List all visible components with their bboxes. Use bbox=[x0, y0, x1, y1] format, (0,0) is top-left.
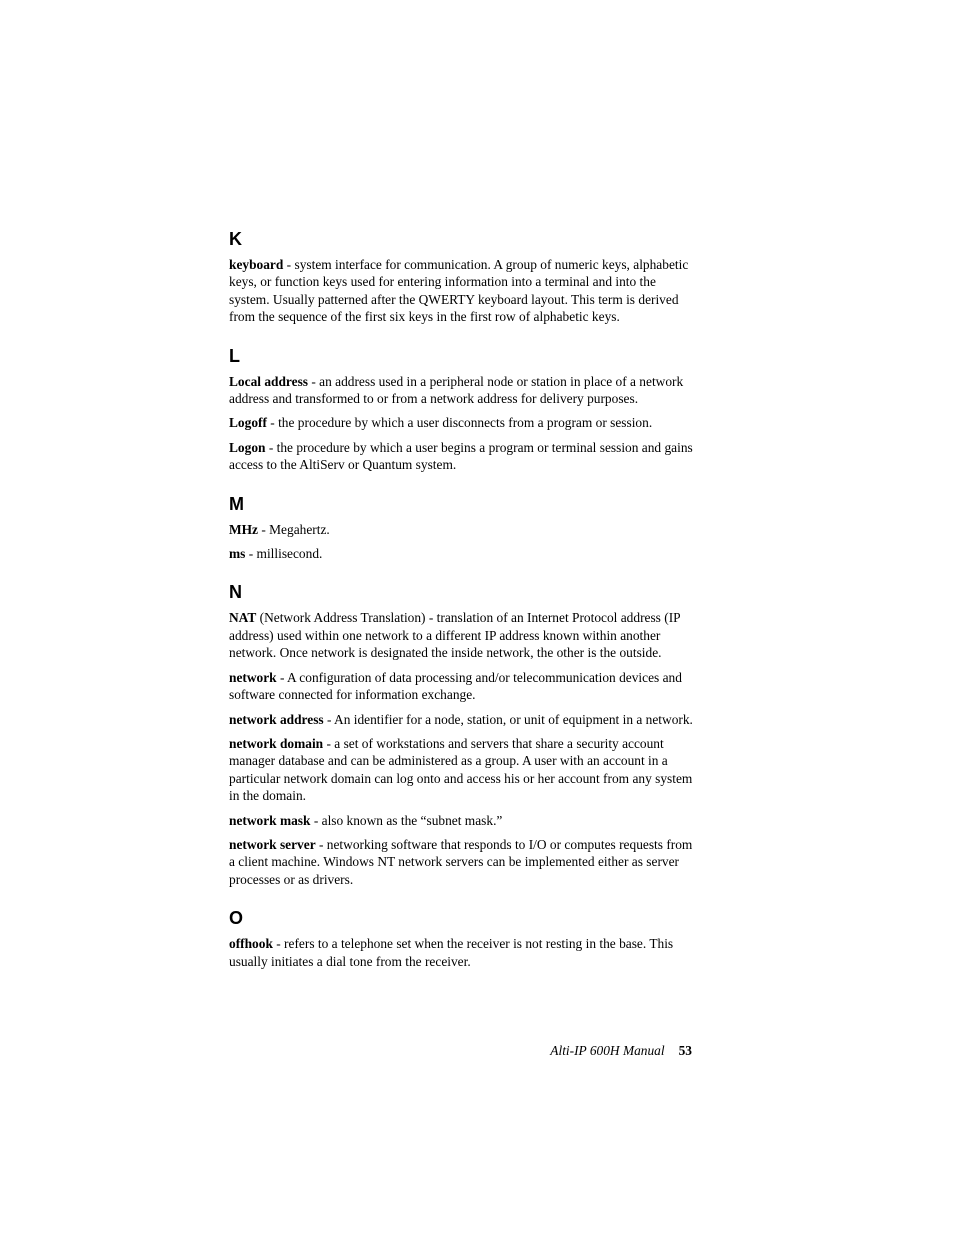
glossary-entry-keyboard bbox=[229, 256, 694, 326]
entry-term: network mask bbox=[229, 812, 311, 828]
glossary-entry-logoff bbox=[229, 414, 694, 431]
entry-term: MHz bbox=[229, 521, 258, 537]
glossary-entry-nat bbox=[229, 609, 694, 661]
section-letter: L bbox=[229, 345, 240, 366]
entry-term: network bbox=[229, 669, 277, 685]
entry-term: Local address bbox=[229, 373, 308, 389]
glossary-entry-network-mask bbox=[229, 812, 694, 829]
entry-definition: - an address used in a peripheral node or station in place of a network address and transformed to or from a network address for delivery purposes. bbox=[229, 373, 684, 407]
glossary-content bbox=[229, 228, 694, 989]
glossary-entry-network bbox=[229, 669, 694, 704]
glossary-entry-offhook bbox=[229, 935, 694, 970]
entry-term: ms bbox=[229, 546, 246, 562]
entry-term: Logon bbox=[229, 439, 266, 455]
page-number: 53 bbox=[678, 1043, 692, 1058]
glossary-entry-mhz bbox=[229, 521, 694, 538]
glossary-entry-network-server bbox=[229, 836, 694, 888]
section-letter: K bbox=[229, 229, 242, 249]
glossary-section-m bbox=[229, 493, 694, 563]
entry-definition: - Megahertz. bbox=[258, 521, 330, 537]
entry-definition: - the procedure by which a user disconnects from a program or session. bbox=[266, 415, 653, 431]
glossary-section-k bbox=[229, 228, 694, 326]
glossary-entry-network-domain bbox=[229, 735, 694, 805]
entry-term: keyboard bbox=[229, 257, 284, 272]
entry-term: NAT bbox=[229, 610, 257, 626]
page-footer bbox=[550, 1042, 692, 1059]
entry-definition: - A configuration of data processing and/or telecommunication devices and software connected for information exchange. bbox=[229, 669, 682, 703]
glossary-entry-logon bbox=[229, 439, 694, 474]
section-letter: O bbox=[229, 908, 244, 929]
glossary-entry-network-address bbox=[229, 711, 694, 728]
entry-term: network address bbox=[229, 711, 324, 727]
entry-definition: - also known as the “subnet mask.” bbox=[310, 812, 503, 828]
entry-definition: - networking software that responds to I/O or computes requests from a client machine. Windows NT network servers can be implemented either as server processes or as drivers. bbox=[229, 836, 693, 887]
entry-term: network domain bbox=[229, 735, 324, 751]
entry-definition: - system interface for communication. A group of numeric keys, alphabetic keys, or function keys used for entering information into a terminal and into the system. Usually patterned after the QWERTY keyboard layout. This term is derived from the sequence of the first six keys in the first row of alphabetic keys. bbox=[229, 257, 689, 325]
glossary-section-n bbox=[229, 581, 694, 888]
glossary-entry-local-address bbox=[229, 373, 694, 408]
entry-definition: - An identifier for a node, station, or unit of equipment in a network. bbox=[323, 711, 693, 727]
entry-term: network server bbox=[229, 836, 316, 852]
entry-definition: (Network Address Translation) - translation of an Internet Protocol address (IP address) used within one network to a different IP address known within another network. Once network is designated the inside network, the other is the outside. bbox=[229, 610, 681, 661]
entry-term: Logoff bbox=[229, 415, 267, 431]
section-letter: M bbox=[229, 493, 244, 514]
entry-definition: - the procedure by which a user begins a program or terminal session and gains access to the AltiServ or Quantum system. bbox=[229, 439, 693, 473]
entry-definition: - a set of workstations and servers that share a security account manager database and can be administered as a group. A user with an account in a particular network domain can log onto and access his or her account from any system in the domain. bbox=[229, 735, 693, 804]
section-letter: N bbox=[229, 582, 242, 603]
glossary-section-o bbox=[229, 907, 694, 970]
entry-term: offhook bbox=[229, 936, 273, 952]
entry-definition: - millisecond. bbox=[245, 546, 323, 562]
entry-definition: - refers to a telephone set when the receiver is not resting in the base. This usually initiates a dial tone from the receiver. bbox=[229, 936, 674, 969]
glossary-section-l bbox=[229, 345, 694, 474]
glossary-entry-ms bbox=[229, 545, 694, 562]
manual-title: Alti-IP 600H Manual bbox=[550, 1043, 665, 1058]
